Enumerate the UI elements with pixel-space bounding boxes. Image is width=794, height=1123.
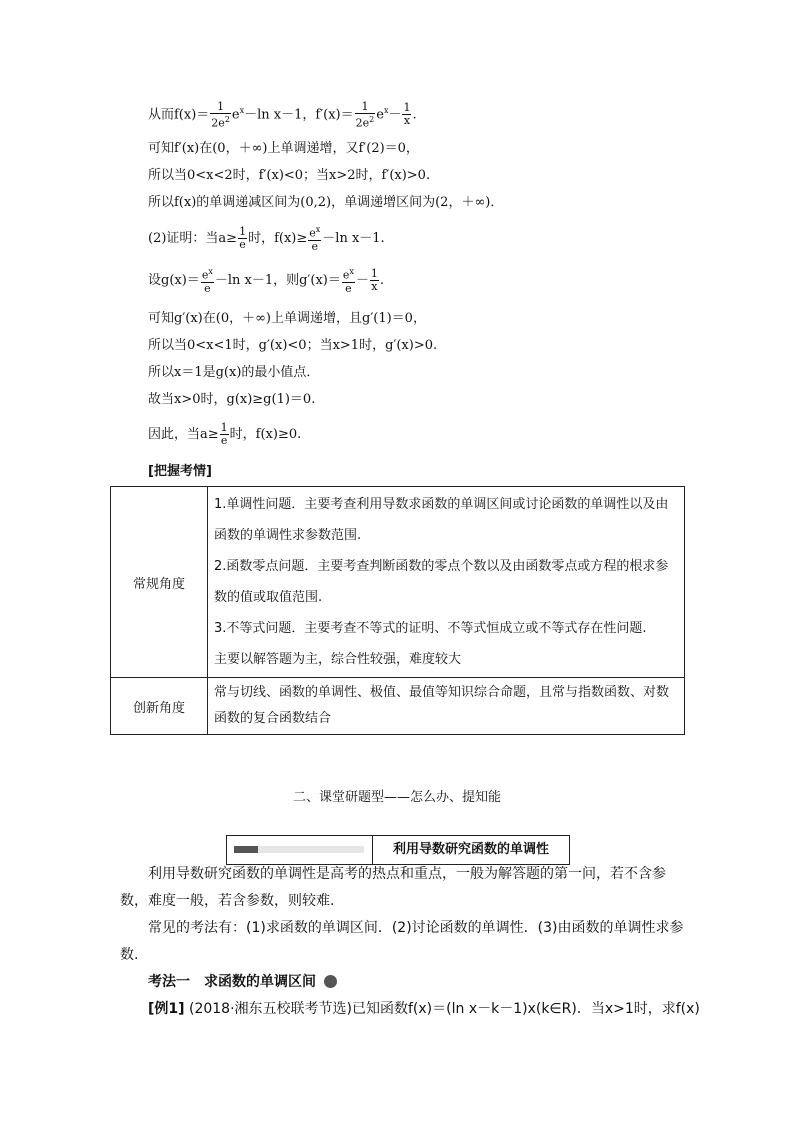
section-label: [把握考情] [148, 464, 212, 479]
den-text: 2e [211, 116, 225, 130]
numerator: 1 [239, 225, 247, 238]
section-heading: 二、课堂研题型——怎么办、提知能 [292, 790, 501, 805]
denominator [210, 114, 231, 130]
numerator [342, 266, 355, 283]
table-item: 3.不等式问题．主要考查不等式的证明、不等式恒成立或不等式存在性问题. [214, 621, 647, 636]
denominator [355, 114, 376, 130]
superscript: x [239, 106, 245, 115]
text-segment: (2)证明：当a≥ [148, 231, 238, 246]
text-segment: 因此，当a≥ [148, 427, 219, 442]
text-segment: －ln x－1，则g′(x)＝ [214, 273, 341, 288]
solution-line-6 [148, 266, 384, 296]
fraction [402, 102, 411, 127]
example-label: [例1] [148, 1001, 185, 1017]
denominator: e [311, 239, 319, 253]
text-segment: 时，f(x)≥ [248, 231, 308, 246]
fraction [355, 101, 376, 130]
text-segment: 从而f(x)＝ [148, 107, 210, 123]
fraction [308, 224, 321, 253]
num-text: e [309, 226, 316, 240]
text-segment: －ln x－1. [322, 231, 385, 246]
denominator: e [220, 434, 228, 447]
fraction [201, 266, 214, 295]
text-segment: － [388, 107, 402, 123]
solution-line-4: 所以f(x)的单调递减区间为(0,2)，单调递增区间为(2，＋∞)． [148, 195, 504, 210]
fraction [210, 101, 231, 130]
text-segment: . [412, 107, 417, 123]
denominator: x [371, 280, 378, 293]
denominator: e [204, 281, 211, 295]
numerator: 1 [220, 421, 228, 434]
intro-paragraph: 利用导数研究函数的单调性是高考的热点和重点，一般为解答题的第一问，若不含参数，难度一般，若含参数，则较难. [120, 866, 666, 909]
solution-line-3: 所以当0<x<2时，f′(x)<0；当x>2时，f′(x)>0. [148, 168, 431, 183]
methods-paragraph: 常见的考法有：(1)求函数的单调区间．(2)讨论函数的单调性．(3)由函数的单调性求参数. [120, 920, 684, 963]
text-segment: e [231, 107, 240, 123]
table-item: 常与切线、函数的单调性、极值、最值等知识综合命题，且常与指数函数、对数函数的复合函数结合 [214, 685, 670, 726]
table-item: 1.单调性问题．主要考查利用导数求函数的单调区间或讨论函数的单调性以及由函数的单调性求参数范围. [214, 497, 669, 543]
text-segment: －ln x－1，f′(x)＝ [244, 107, 354, 123]
row-content [208, 487, 685, 678]
superscript: 2 [369, 114, 375, 124]
method-one-heading [120, 969, 690, 996]
topic-title: 利用导数研究函数的单调性 [392, 842, 549, 857]
example-text: (2018·湘东五校联考节选)已知函数f(x)＝(ln x－k－1)x(k∈R)．当x>1时，求f(x) [189, 1001, 700, 1017]
superscript: x [315, 225, 321, 235]
row-content [208, 678, 685, 735]
superscript: x [349, 267, 354, 277]
table-item: 主要以解答题为主，综合性较强，难度较大 [214, 652, 462, 667]
table-row [111, 487, 685, 678]
text-segment: 设g(x)＝ [148, 273, 200, 288]
row-label: 常规角度 [111, 487, 208, 678]
row-label: 创新角度 [111, 678, 208, 735]
table-item: 2.函数零点问题．主要考查判断函数的零点个数以及由函数零点或方程的根求参数的值或取值范围. [214, 559, 669, 605]
numerator: 1 [210, 101, 231, 114]
topic-tag [227, 836, 373, 864]
text-segment: － [355, 273, 369, 288]
fraction [370, 268, 379, 293]
superscript: 2 [224, 114, 230, 124]
solution-line-1 [148, 96, 417, 130]
table-row [111, 678, 685, 735]
denominator: e [239, 238, 246, 251]
num-text: e [201, 268, 209, 282]
tag-badge [234, 846, 258, 853]
num-text: e [342, 268, 350, 282]
numerator [308, 224, 321, 241]
solution-line-8: 所以当0<x<1时，g′(x)<0；当x>1时，g′(x)>0. [148, 338, 438, 353]
solution-line-9: 所以x＝1是g(x)的最小值点． [148, 365, 320, 380]
numerator: 1 [370, 267, 378, 280]
solution-line-11 [148, 420, 301, 450]
example-line [120, 996, 700, 1023]
denominator: e [345, 281, 352, 295]
fraction [238, 226, 247, 251]
solution-line-5 [148, 224, 385, 254]
method-label: 考法一 求函数的单调区间 [148, 974, 316, 990]
exam-analysis-table [110, 486, 685, 735]
solution-line-7: 可知g′(x)在(0，＋∞)上单调递增，且g′(1)＝0， [148, 311, 426, 326]
numerator: 1 [403, 101, 411, 115]
fraction [220, 422, 229, 447]
tag-bar [258, 846, 364, 853]
superscript: x [383, 106, 389, 115]
text-segment: e [376, 107, 384, 123]
solution-line-10: 故当x>0时，g(x)≥g(1)＝0. [148, 392, 316, 407]
fraction [342, 266, 355, 295]
superscript: x [208, 267, 213, 277]
den-text: 2e [355, 116, 370, 130]
numerator: 1 [355, 101, 376, 114]
denominator: x [403, 114, 411, 128]
solution-line-2: 可知f′(x)在(0，＋∞)上单调递增，又f′(2)＝0， [148, 141, 419, 156]
text-segment: 时，f(x)≥0. [229, 427, 302, 442]
text-segment: . [379, 273, 385, 288]
bullet-dot-icon [324, 975, 337, 988]
numerator [201, 266, 214, 283]
